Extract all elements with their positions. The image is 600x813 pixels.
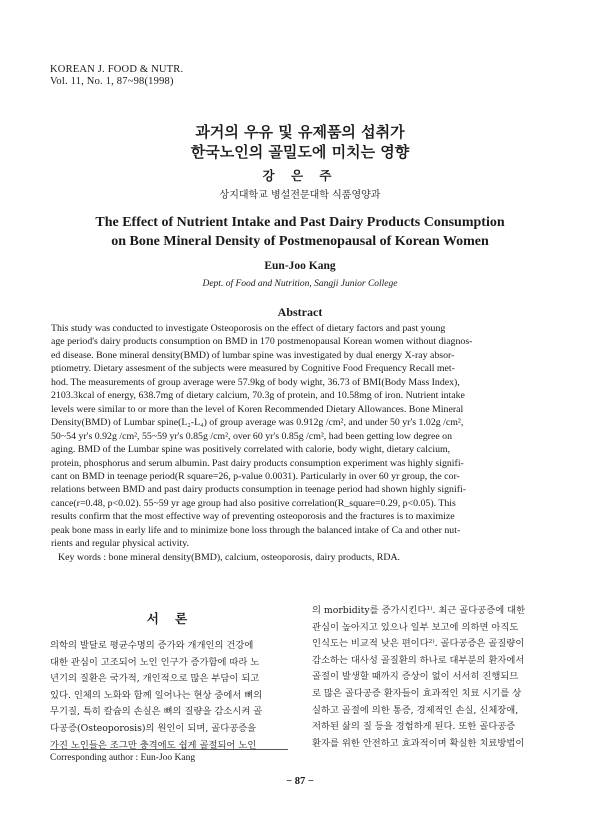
korean-author: 강 은 주 bbox=[262, 168, 338, 183]
abstract-line: 50~54 yr's 0.92g /cm², 55~59 yr's 0.85g /cm², over 60 yr's 0.85g /cm², had been getting low degree on bbox=[51, 430, 453, 442]
body-text-line: 골절이 발생할 때까지 증상이 없이 서서히 진행되므 bbox=[312, 671, 519, 683]
body-text-line: 감소하는 대사성 골질환의 하나로 대부분의 환자에서 bbox=[312, 654, 525, 666]
body-text-line: 의학의 발달로 평균수명의 증가와 개개인의 건강에 bbox=[50, 640, 254, 651]
abstract-line: ptiometry. Dietary assesment of the subjects were measured by Cognitive Food Frequency Recall met- bbox=[51, 363, 455, 375]
abstract-line: 2103.3kcal of energy, 638.7mg of dietary calcium, 70.3g of protein, and 10.58mg of iron. Nutrient intake bbox=[51, 390, 465, 402]
abstract-line: cance(r=0.48, p<0.02). 55~59 yr age group had also positive correlation(R_square=0.29, p<0.05). This bbox=[51, 497, 456, 509]
body-text-line: 년기의 질환은 국가적, 개인적으로 많은 부담이 되고 bbox=[50, 673, 260, 685]
abstract-line: protein, phosphorus and serum albumin. Past dairy products consumption experiment was highly signifi- bbox=[51, 457, 464, 469]
body-text-line: 대한 관심이 고조되어 노인 인구가 증가함에 따라 노 bbox=[50, 656, 260, 668]
abstract-line: ed disease. Bone mineral density(BMD) of lumbar spine was investigated by dual energy X-ray absor- bbox=[51, 349, 455, 361]
korean-affiliation: 상지대학교 병설전문대학 식품영양과 bbox=[219, 190, 381, 201]
abstract-line: results confirm that the most effective way of preventing osteoporosis and the fractures is to maximize bbox=[51, 511, 455, 523]
body-text-line: 인식도는 비교적 낮은 편이다²⁾. 골다공증은 골질량이 bbox=[312, 638, 525, 650]
page-number: − 87 − bbox=[286, 776, 314, 787]
right-column-text bbox=[312, 603, 552, 752]
section-heading-introduction: 서 론 bbox=[146, 611, 194, 626]
body-text-line: 환자를 위한 안전하고 효과적이며 확실한 치료방법이 bbox=[312, 737, 525, 749]
abstract-line: Density(BMD) of Lumbar spine(L₂-L₄) of group average was 0.912g /cm², and under 50 yr's 1.02g /cm², bbox=[51, 417, 464, 429]
english-author: Eun-Joo Kang bbox=[264, 260, 336, 272]
abstract-line: age period's dairy products consumption on BMD in 170 postmenopausal Korean women without diagnos- bbox=[51, 336, 473, 348]
body-text-line: 가진 노인들은 조그만 충격에도 쉽게 골절되어 노인 bbox=[50, 739, 257, 751]
body-text-line: 의 morbidity를 증가시킨다¹⁾. 최근 골다공증에 대한 bbox=[312, 605, 526, 616]
body-text-line: 무기질, 특히 칼슘의 손실은 뼈의 질량을 감소시켜 골 bbox=[50, 706, 263, 718]
abstract-heading: Abstract bbox=[277, 305, 323, 319]
body-text-line: 실하고 골절에 의한 통증, 경제적인 손실, 신체장애, bbox=[312, 704, 519, 716]
body-text-line: 저하된 삶의 질 등을 경험하게 된다. 또한 골다공증 bbox=[312, 721, 516, 733]
journal-header bbox=[50, 64, 183, 88]
body-text-line: 있다. 인체의 노화와 함께 일어나는 현상 중에서 뼈의 bbox=[50, 689, 263, 701]
korean-title bbox=[0, 122, 600, 162]
journal-volume: Vol. 11, No. 1, 87~98(1998) bbox=[50, 76, 174, 87]
abstract-line: cant on BMD in teenage period(R square=26, p-value 0.0031). Particularly in over 60 yr group, the cor- bbox=[51, 470, 460, 482]
abstract-body bbox=[51, 322, 549, 551]
abstract-line: rients and regular physical activity. bbox=[51, 538, 189, 550]
journal-name: KOREAN J. FOOD & NUTR. bbox=[50, 64, 184, 75]
keywords: Key words : bone mineral density(BMD), calcium, osteoporosis, dairy products, RDA. bbox=[58, 552, 401, 563]
abstract-line: This study was conducted to investigate Osteoporosis on the effect of dietary factors and past young bbox=[51, 323, 446, 334]
korean-title-line-1: 과거의 우유 및 유제품의 섭취가 bbox=[195, 123, 405, 141]
corresponding-author: Corresponding author : Eun-Joo Kang bbox=[50, 753, 196, 763]
english-affiliation: Dept. of Food and Nutrition, Sangji Junior College bbox=[202, 279, 398, 289]
abstract-line: hod. The measurements of group average were 57.9kg of body wight, 36.73 of BMI(Body Mass Index), bbox=[51, 376, 460, 388]
english-title-line-1: The Effect of Nutrient Intake and Past Dairy Products Consumption bbox=[95, 215, 505, 230]
abstract-line: relations between BMD and past dairy products consumption in teenage period had shown highly signifi- bbox=[51, 484, 466, 496]
english-title bbox=[0, 213, 600, 251]
body-text-line: 로 많은 골다공증 환자들이 효과적인 치료 시기를 상 bbox=[312, 687, 522, 699]
korean-title-line-2: 한국노인의 골밀도에 미치는 영향 bbox=[190, 143, 410, 161]
footnote-divider bbox=[50, 749, 288, 750]
english-title-line-2: on Bone Mineral Density of Postmenopausal of Korean Women bbox=[111, 234, 489, 249]
abstract-line: levels were similar to or more than the level of Koren Recommended Dietary Allowances. Bone Mineral bbox=[51, 403, 464, 415]
body-text-line: 다공증(Osteoporosis)의 원인이 되며, 골다공증을 bbox=[50, 722, 257, 734]
abstract-line: peak bone mass in early life and to minimize bone loss through the balanced intake of Ca and other nut- bbox=[51, 524, 461, 536]
body-text-line: 관심이 높아지고 있으나 일부 보고에 의하면 아직도 bbox=[312, 621, 519, 633]
abstract-line: aging. BMD of the Lumbar spine was positively correlated with calorie, body wight, dietary calcium, bbox=[51, 444, 451, 456]
left-column-text bbox=[50, 638, 290, 754]
